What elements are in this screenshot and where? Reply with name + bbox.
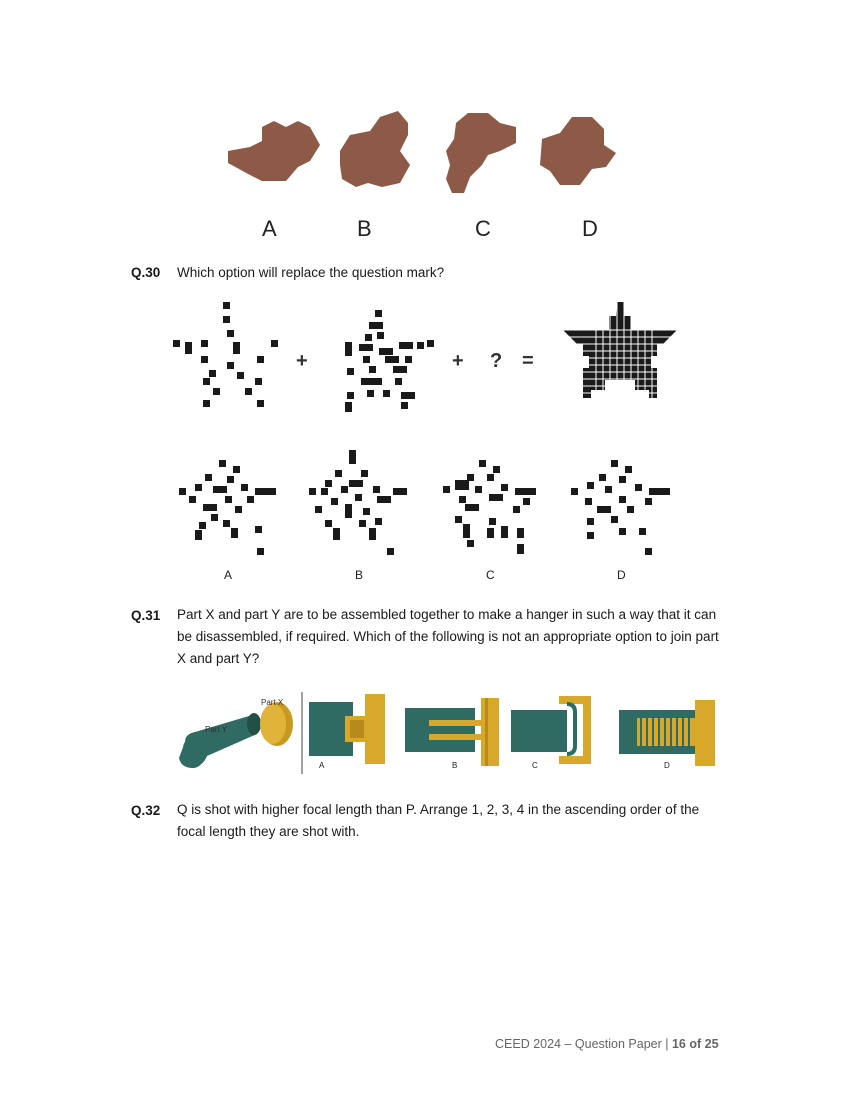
q32-text: Q is shot with higher focal length than P. Arrange 1, 2, 3, 4 in the ascending order of the focal length they are shot with. (177, 802, 700, 839)
q30-option-d-pattern (571, 460, 670, 555)
q31-option-c-joint (511, 696, 591, 764)
page-footer (495, 1037, 719, 1051)
part-x-label: Part X (261, 698, 284, 707)
hex-shape-c (446, 113, 516, 193)
part-x-shape (260, 702, 293, 746)
part-y-label: Part Y (205, 725, 228, 734)
hex-shape-a (228, 121, 320, 181)
q31-option-d-joint (619, 700, 715, 766)
footer-title: CEED 2024 – Question Paper | (495, 1037, 669, 1051)
q30-question-mark: ? (490, 350, 503, 372)
q31-number: Q.31 (131, 608, 161, 623)
q30-equals: = (522, 350, 534, 372)
q31-option-a-label: A (319, 761, 325, 770)
q30-option-a-label: A (224, 568, 233, 582)
q30-number: Q.30 (131, 265, 161, 280)
part-y-shape (179, 713, 261, 768)
hex-label-b: B (357, 216, 372, 241)
q30-plus-1: + (296, 350, 308, 372)
q30-option-b-pattern (309, 450, 407, 555)
q30-plus-2: + (452, 350, 464, 372)
hex-shape-d (540, 117, 616, 185)
q30-option-d-label: D (617, 568, 626, 582)
q30-option-a-pattern (179, 460, 276, 555)
q31-text: Part X and part Y are to be assembled together to make a hanger in such a way that it can be disassembled, if required. Which of the following is not an appropriate option to join part X and part Y? (177, 607, 719, 666)
footer-page-number: 16 of 25 (671, 1037, 719, 1051)
hex-label-c: C (475, 216, 491, 241)
hex-shape-b (340, 111, 410, 187)
q32-number: Q.32 (131, 803, 161, 818)
q30-equation-figure (165, 298, 685, 420)
hex-label-a: A (262, 216, 277, 241)
q31-hanger-figure (175, 690, 720, 776)
q31-option-d-label: D (664, 761, 670, 770)
q31-option-b-joint (405, 698, 499, 766)
q30-options-figure (175, 448, 685, 560)
q30-option-c-label: C (486, 568, 495, 582)
q31-option-b-label: B (452, 761, 458, 770)
q30-option-c-pattern (443, 460, 536, 554)
q30-option-b-label: B (355, 568, 364, 582)
hex-options-figure (220, 105, 630, 195)
q31-option-c-label: C (532, 761, 538, 770)
q31-option-a-joint (309, 694, 385, 764)
hex-label-d: D (582, 216, 598, 241)
q30-text: Which option will replace the question mark? (177, 265, 445, 280)
